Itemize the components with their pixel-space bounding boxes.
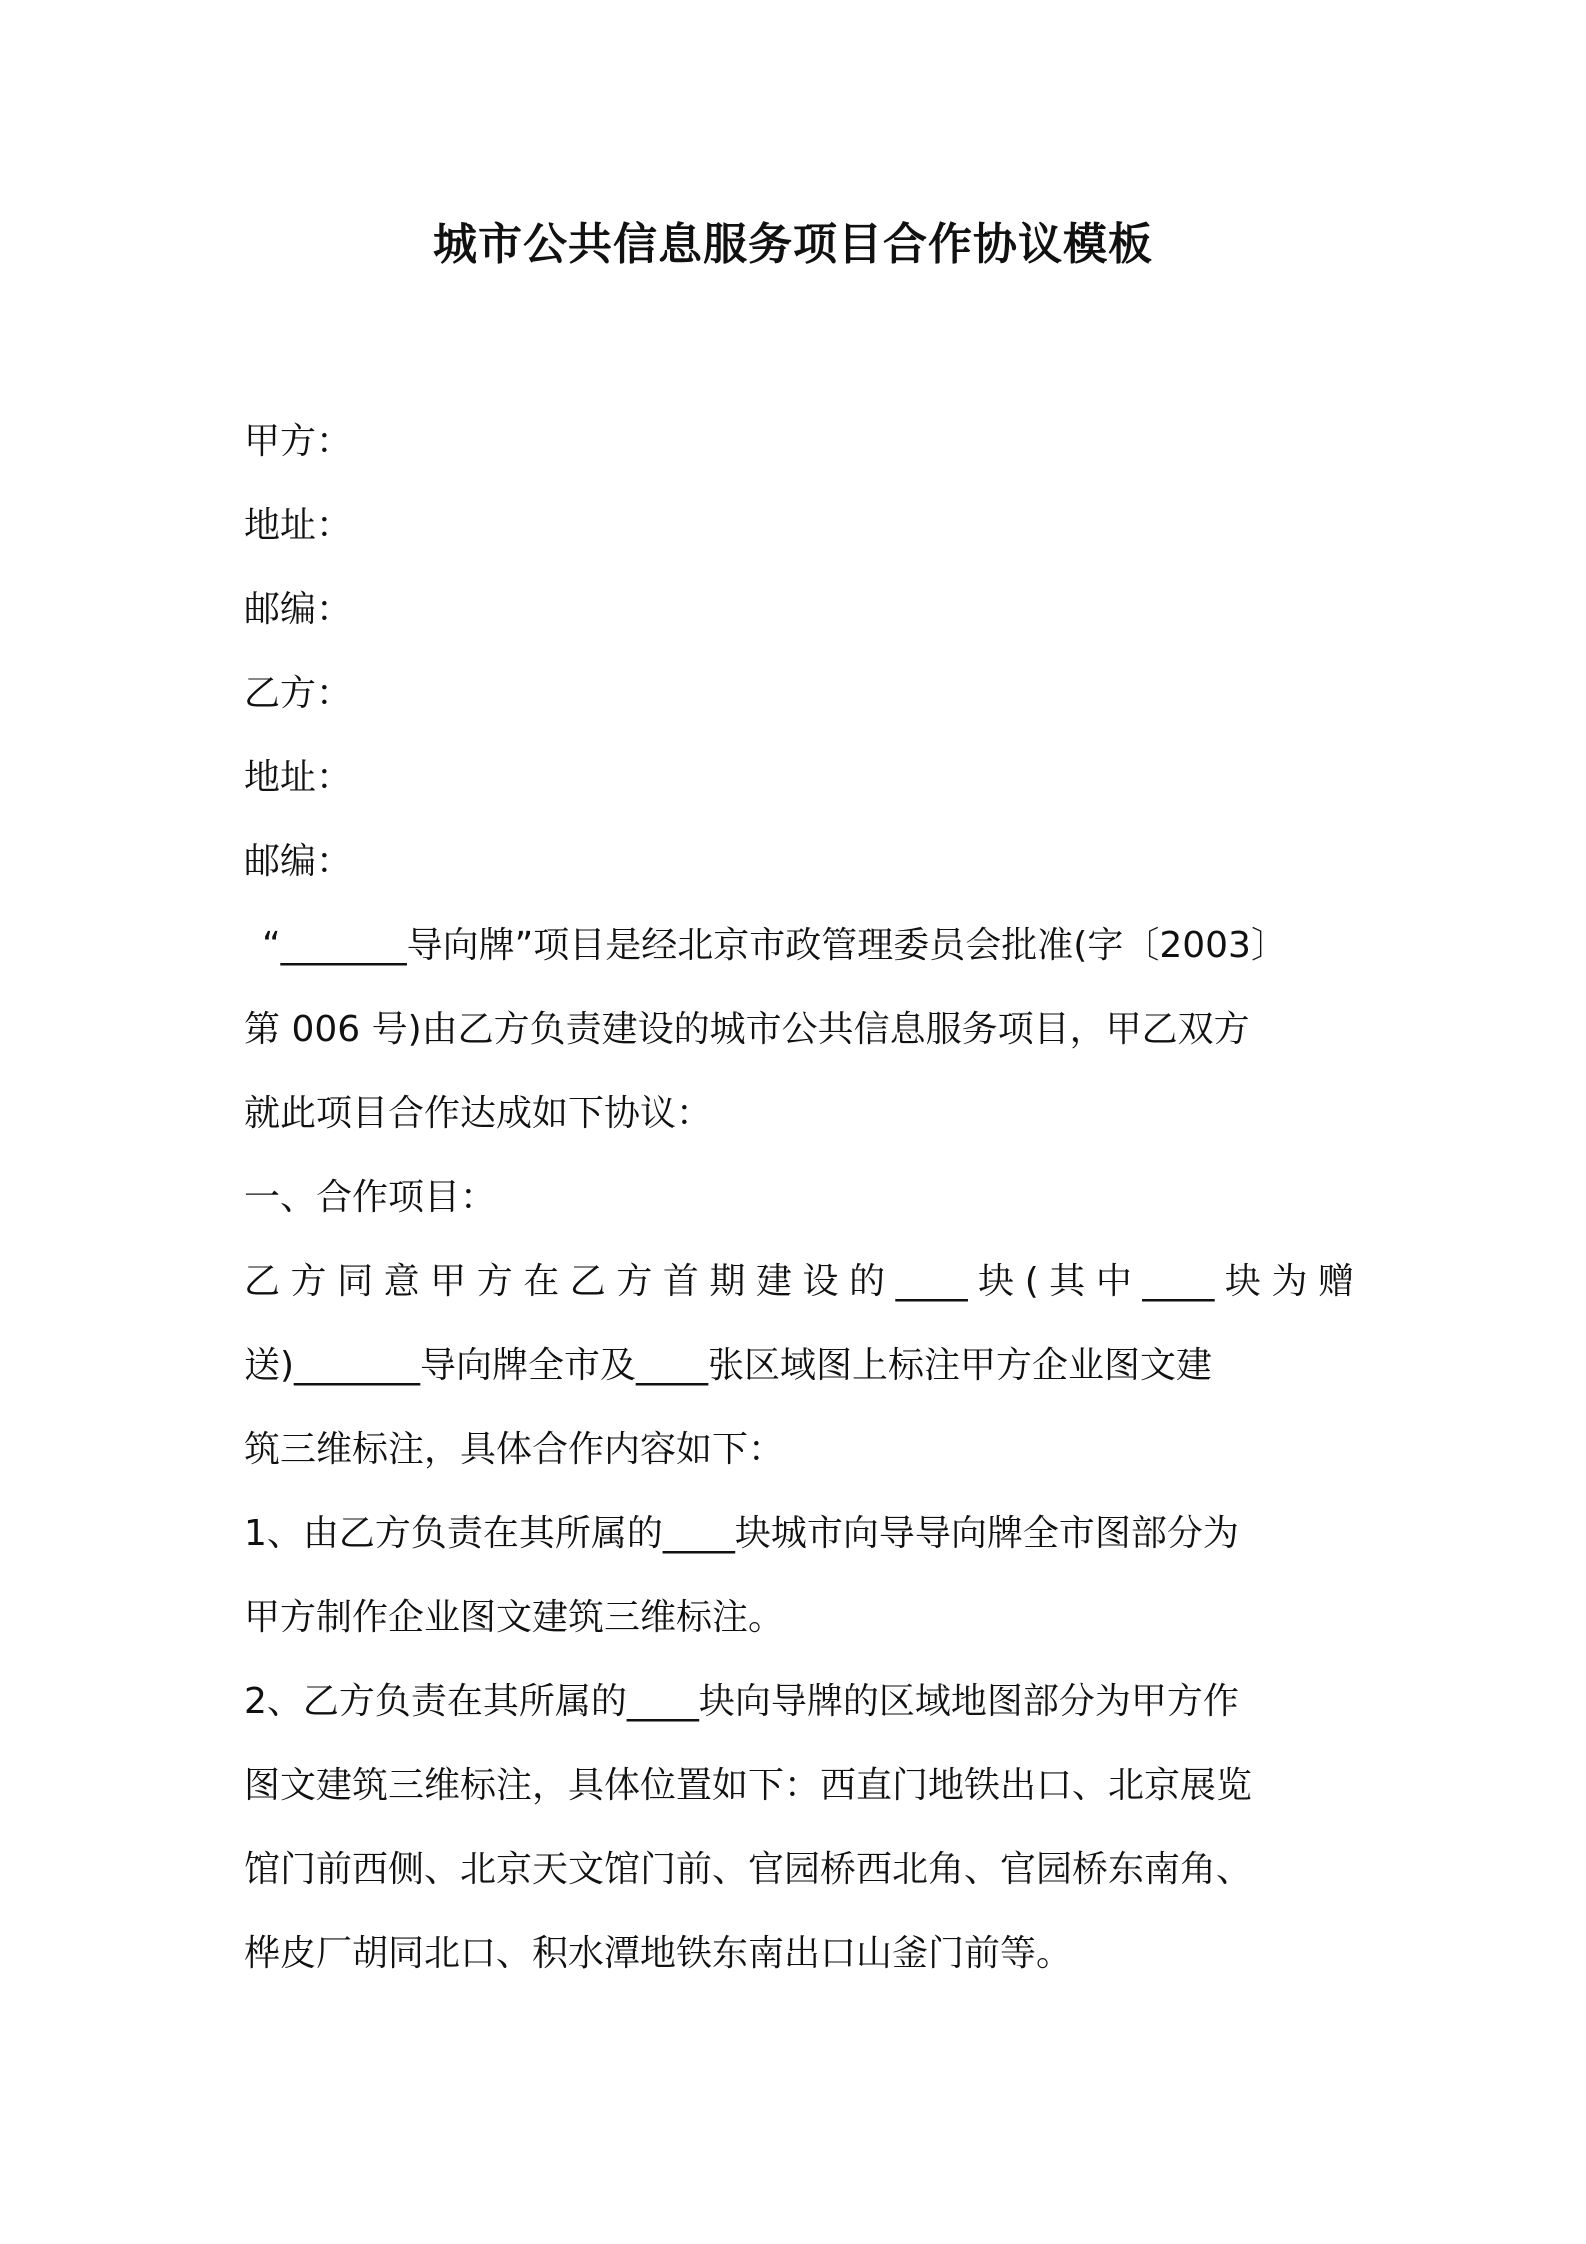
item-2-line: 桦皮厂胡同北口、积水潭地铁东南出口山釜门前等。 [244,1933,1073,1974]
party-b-postcode-label: 邮编： [244,841,353,882]
party-a-postcode-label: 邮编： [244,589,353,630]
item-1-line: 甲方制作企业图文建筑三维标注。 [244,1597,785,1638]
document-body [244,400,1354,1996]
intro-paragraph [244,904,1354,1156]
item-2-line: 2、乙方负责在其所属的____块向导牌的区域地图部分为甲方作 [244,1681,1239,1722]
intro-line: 第 006 号)由乙方负责建设的城市公共信息服务项目，甲乙双方 [244,1009,1250,1050]
section-1-heading: 一、合作项目： [244,1177,497,1218]
item-1-paragraph [244,1492,1354,1660]
item-2-line: 图文建筑三维标注，具体位置如下：西直门地铁出口、北京展览 [244,1765,1253,1806]
intro-line: “_______导向牌”项目是经北京市政管理委员会批准(字〔2003〕 [262,925,1287,966]
document-title: 城市公共信息服务项目合作协议模板 [433,219,1153,270]
item-1-line: 1、由乙方负责在其所属的____块城市向导导向牌全市图部分为 [244,1513,1239,1554]
intro-line: 就此项目合作达成如下协议： [244,1093,713,1134]
party-a-address-label: 地址： [244,505,353,546]
section-1-paragraph [244,1240,1354,1492]
section-1-line: 筑三维标注，具体合作内容如下： [244,1429,785,1470]
party-a-label: 甲方： [244,421,353,462]
section-1-line: 送)_______导向牌全市及____张区域图上标注甲方企业图文建 [244,1345,1213,1386]
item-2-paragraph [244,1660,1354,1996]
item-2-line: 馆门前西侧、北京天文馆门前、官园桥西北角、官园桥东南角、 [244,1849,1253,1890]
party-b-label: 乙方： [244,673,353,714]
party-b-address-label: 地址： [244,757,353,798]
section-1-line: 乙方同意甲方在乙方首期建设的____块(其中____块为赠 [244,1261,1354,1302]
